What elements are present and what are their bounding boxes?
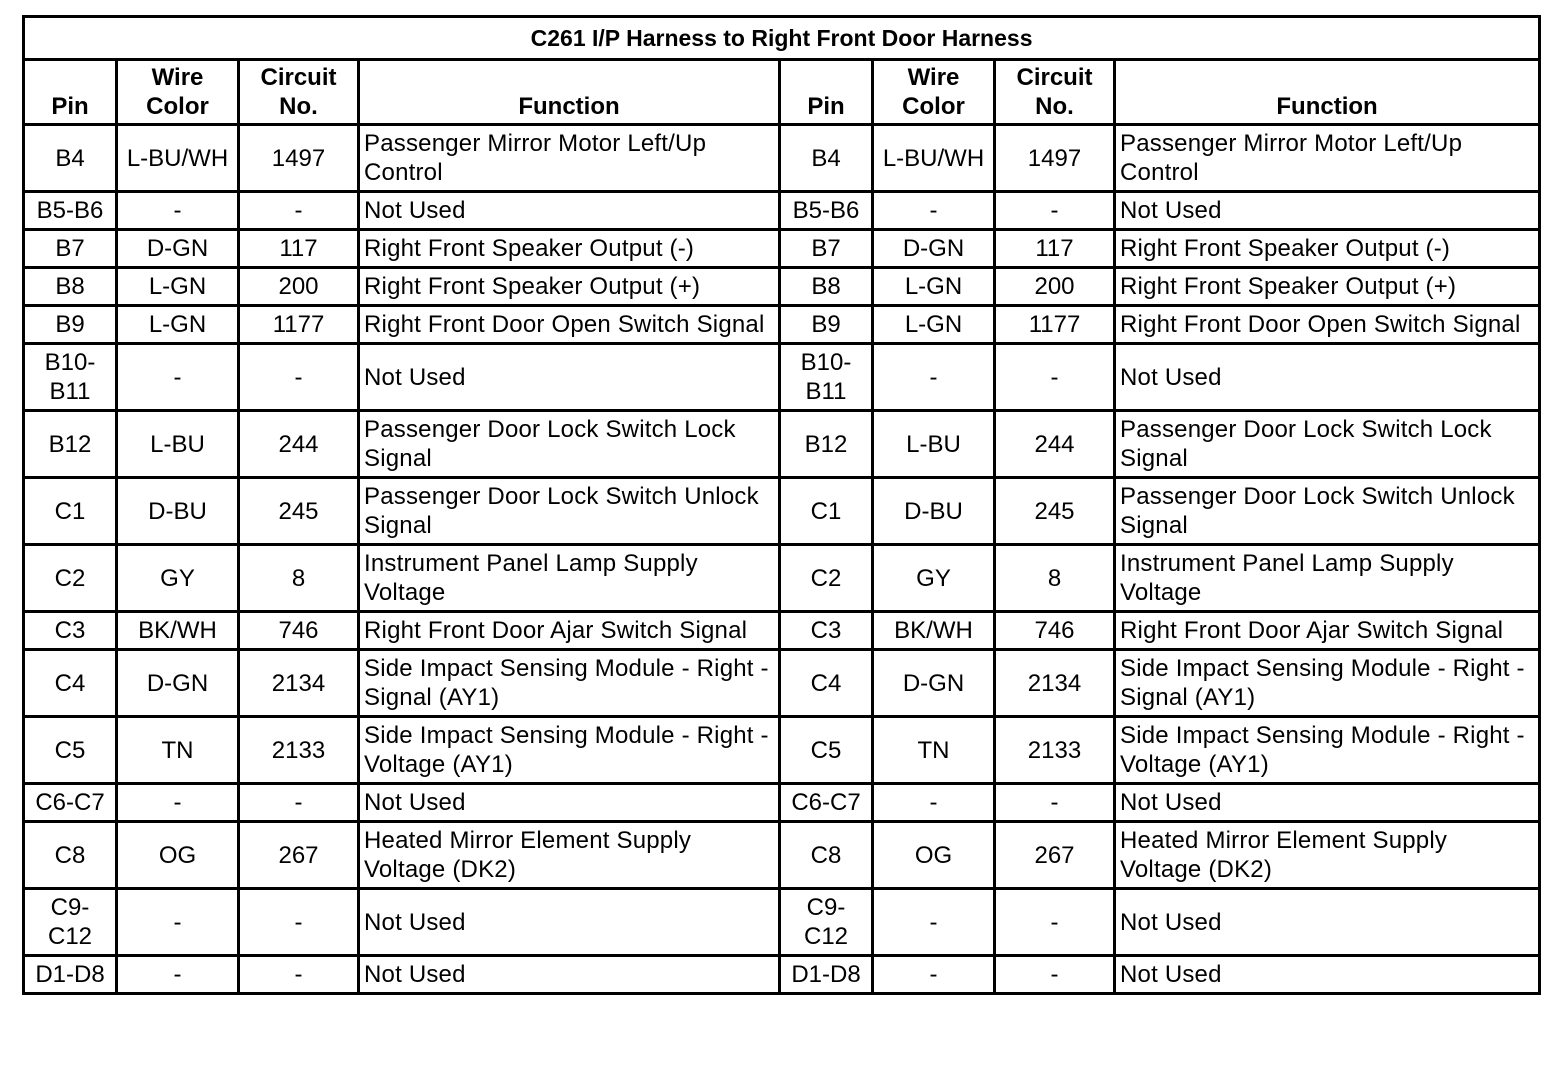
table-row [24, 650, 1540, 717]
function-cell-right: Passenger Door Lock Switch Unlock Signal [1115, 478, 1540, 545]
pin-cell-left: C4 [24, 650, 117, 717]
circuit-cell-right: 267 [995, 822, 1115, 889]
function-cell-left: Right Front Speaker Output (-) [359, 230, 780, 268]
pin-cell-left: B8 [24, 268, 117, 306]
function-cell-left: Side Impact Sensing Module - Right - Voltage (AY1) [359, 717, 780, 784]
table-row [24, 717, 1540, 784]
pin-cell-left: B10-B11 [24, 344, 117, 411]
table-row [24, 478, 1540, 545]
function-cell-left: Right Front Speaker Output (+) [359, 268, 780, 306]
pin-cell-right: B10-B11 [780, 344, 873, 411]
circuit-cell-right: - [995, 344, 1115, 411]
wire-color-cell-left: D-BU [117, 478, 239, 545]
header-wire-color-right: Wire Color [873, 60, 995, 125]
header-function-right: Function [1115, 60, 1540, 125]
wire-color-cell-left: OG [117, 822, 239, 889]
circuit-cell-right: 8 [995, 545, 1115, 612]
circuit-cell-left: - [239, 192, 359, 230]
circuit-cell-left: 1497 [239, 125, 359, 192]
function-cell-right: Not Used [1115, 956, 1540, 994]
function-cell-left: Not Used [359, 784, 780, 822]
function-cell-right: Not Used [1115, 192, 1540, 230]
table-row [24, 268, 1540, 306]
function-cell-left: Passenger Door Lock Switch Lock Signal [359, 411, 780, 478]
circuit-cell-left: 2133 [239, 717, 359, 784]
pin-cell-right: C2 [780, 545, 873, 612]
wire-color-cell-right: D-GN [873, 650, 995, 717]
pin-cell-right: B9 [780, 306, 873, 344]
wire-color-cell-right: BK/WH [873, 612, 995, 650]
wire-color-cell-right: D-GN [873, 230, 995, 268]
pin-cell-left: B9 [24, 306, 117, 344]
circuit-cell-left: 244 [239, 411, 359, 478]
function-cell-left: Passenger Door Lock Switch Unlock Signal [359, 478, 780, 545]
circuit-cell-left: 746 [239, 612, 359, 650]
pin-cell-right: B7 [780, 230, 873, 268]
wire-color-cell-right: - [873, 784, 995, 822]
function-cell-left: Not Used [359, 344, 780, 411]
circuit-cell-right: - [995, 192, 1115, 230]
pin-cell-right: C1 [780, 478, 873, 545]
wire-color-cell-right: D-BU [873, 478, 995, 545]
circuit-cell-left: - [239, 956, 359, 994]
wire-color-cell-left: GY [117, 545, 239, 612]
wire-color-cell-right: L-GN [873, 306, 995, 344]
table-row [24, 612, 1540, 650]
circuit-cell-left: 2134 [239, 650, 359, 717]
table-row [24, 230, 1540, 268]
pin-cell-right: B4 [780, 125, 873, 192]
table-row [24, 956, 1540, 994]
wire-color-cell-left: BK/WH [117, 612, 239, 650]
pin-cell-right: C3 [780, 612, 873, 650]
pin-cell-right: C4 [780, 650, 873, 717]
function-cell-left: Instrument Panel Lamp Supply Voltage [359, 545, 780, 612]
pin-cell-right: B5-B6 [780, 192, 873, 230]
circuit-cell-left: 200 [239, 268, 359, 306]
circuit-cell-right: 245 [995, 478, 1115, 545]
wire-color-cell-left: TN [117, 717, 239, 784]
pin-cell-right: C5 [780, 717, 873, 784]
wire-color-cell-right: L-BU/WH [873, 125, 995, 192]
circuit-cell-left: - [239, 344, 359, 411]
circuit-cell-right: 244 [995, 411, 1115, 478]
function-cell-right: Right Front Speaker Output (-) [1115, 230, 1540, 268]
function-cell-right: Passenger Mirror Motor Left/Up Control [1115, 125, 1540, 192]
table-row [24, 344, 1540, 411]
pin-cell-left: C2 [24, 545, 117, 612]
circuit-cell-right: 2134 [995, 650, 1115, 717]
pin-cell-left: D1-D8 [24, 956, 117, 994]
table-row [24, 545, 1540, 612]
wire-color-cell-right: OG [873, 822, 995, 889]
table-title: C261 I/P Harness to Right Front Door Harness [24, 17, 1540, 60]
wire-color-cell-left: - [117, 192, 239, 230]
wire-color-cell-left: - [117, 956, 239, 994]
circuit-cell-right: 1497 [995, 125, 1115, 192]
function-cell-right: Instrument Panel Lamp Supply Voltage [1115, 545, 1540, 612]
pin-cell-right: C9-C12 [780, 889, 873, 956]
circuit-cell-left: - [239, 784, 359, 822]
circuit-cell-left: - [239, 889, 359, 956]
function-cell-right: Right Front Door Ajar Switch Signal [1115, 612, 1540, 650]
circuit-cell-right: 746 [995, 612, 1115, 650]
wire-color-cell-right: - [873, 344, 995, 411]
pin-cell-right: D1-D8 [780, 956, 873, 994]
pin-cell-right: B8 [780, 268, 873, 306]
wire-color-cell-right: - [873, 192, 995, 230]
function-cell-left: Not Used [359, 192, 780, 230]
wire-color-cell-left: D-GN [117, 650, 239, 717]
wire-color-cell-left: L-BU [117, 411, 239, 478]
function-cell-left: Heated Mirror Element Supply Voltage (DK2) [359, 822, 780, 889]
wire-color-cell-right: L-BU [873, 411, 995, 478]
wire-color-cell-left: D-GN [117, 230, 239, 268]
wire-color-cell-left: L-BU/WH [117, 125, 239, 192]
header-circuit-right: Circuit No. [995, 60, 1115, 125]
pin-cell-left: C8 [24, 822, 117, 889]
wire-color-cell-left: - [117, 784, 239, 822]
wire-color-cell-right: L-GN [873, 268, 995, 306]
pin-cell-right: B12 [780, 411, 873, 478]
wire-color-cell-right: - [873, 956, 995, 994]
circuit-cell-left: 1177 [239, 306, 359, 344]
pin-cell-right: C6-C7 [780, 784, 873, 822]
pin-cell-left: B5-B6 [24, 192, 117, 230]
function-cell-left: Side Impact Sensing Module - Right - Signal (AY1) [359, 650, 780, 717]
wire-color-cell-right: GY [873, 545, 995, 612]
wire-color-cell-left: - [117, 344, 239, 411]
pin-cell-left: C9-C12 [24, 889, 117, 956]
pin-cell-left: B12 [24, 411, 117, 478]
table-row [24, 822, 1540, 889]
function-cell-right: Side Impact Sensing Module - Right - Signal (AY1) [1115, 650, 1540, 717]
circuit-cell-left: 117 [239, 230, 359, 268]
pin-cell-left: C1 [24, 478, 117, 545]
table-row [24, 784, 1540, 822]
function-cell-right: Not Used [1115, 344, 1540, 411]
pin-cell-left: C6-C7 [24, 784, 117, 822]
wire-color-cell-right: TN [873, 717, 995, 784]
circuit-cell-left: 8 [239, 545, 359, 612]
table-row [24, 411, 1540, 478]
function-cell-right: Passenger Door Lock Switch Lock Signal [1115, 411, 1540, 478]
circuit-cell-right: - [995, 889, 1115, 956]
table-row [24, 125, 1540, 192]
header-pin: Pin [24, 60, 117, 125]
function-cell-left: Right Front Door Ajar Switch Signal [359, 612, 780, 650]
function-cell-right: Side Impact Sensing Module - Right - Voltage (AY1) [1115, 717, 1540, 784]
header-pin-right: Pin [780, 60, 873, 125]
table-row [24, 889, 1540, 956]
function-cell-right: Not Used [1115, 889, 1540, 956]
circuit-cell-right: 1177 [995, 306, 1115, 344]
function-cell-right: Right Front Door Open Switch Signal [1115, 306, 1540, 344]
function-cell-right: Heated Mirror Element Supply Voltage (DK2) [1115, 822, 1540, 889]
pin-cell-left: C5 [24, 717, 117, 784]
table-row [24, 306, 1540, 344]
circuit-cell-left: 267 [239, 822, 359, 889]
function-cell-left: Not Used [359, 889, 780, 956]
wire-color-cell-left: L-GN [117, 268, 239, 306]
circuit-cell-right: - [995, 956, 1115, 994]
function-cell-right: Not Used [1115, 784, 1540, 822]
header-circuit: Circuit No. [239, 60, 359, 125]
connector-table [22, 15, 1541, 995]
pin-cell-left: B7 [24, 230, 117, 268]
function-cell-left: Passenger Mirror Motor Left/Up Control [359, 125, 780, 192]
wire-color-cell-right: - [873, 889, 995, 956]
header-wire-color: Wire Color [117, 60, 239, 125]
circuit-cell-right: - [995, 784, 1115, 822]
pin-cell-left: B4 [24, 125, 117, 192]
table-row [24, 192, 1540, 230]
wire-color-cell-left: - [117, 889, 239, 956]
circuit-cell-right: 2133 [995, 717, 1115, 784]
wire-color-cell-left: L-GN [117, 306, 239, 344]
circuit-cell-right: 200 [995, 268, 1115, 306]
circuit-cell-right: 117 [995, 230, 1115, 268]
function-cell-left: Right Front Door Open Switch Signal [359, 306, 780, 344]
pin-cell-right: C8 [780, 822, 873, 889]
function-cell-left: Not Used [359, 956, 780, 994]
function-cell-right: Right Front Speaker Output (+) [1115, 268, 1540, 306]
pin-cell-left: C3 [24, 612, 117, 650]
header-function: Function [359, 60, 780, 125]
circuit-cell-left: 245 [239, 478, 359, 545]
